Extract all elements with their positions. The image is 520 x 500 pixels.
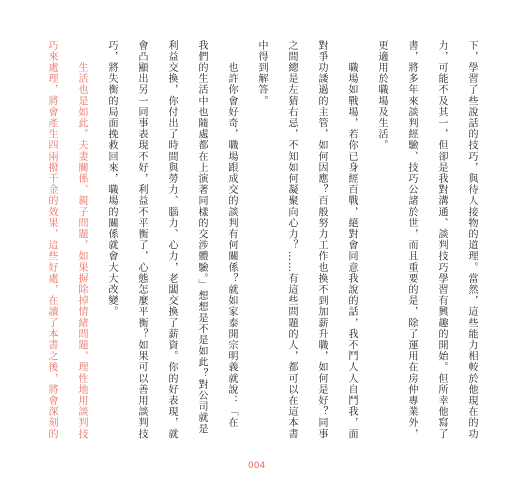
text-column: 也許你會好奇，職場跟成交的談判有何關係？就如家泰開宗明義就說：「在 xyxy=(226,40,237,429)
text-column: 之間總是左猜右忌，不知如何凝聚向心力？……有這些問題的人，都可以在這本書 xyxy=(286,40,297,440)
text-column: 職場如戰場，若你已身經百戰，絕對會同意我說的話，我不鬥人人自鬥我，面 xyxy=(346,40,357,440)
text-column: 更適用於職場及生活。 xyxy=(376,40,387,151)
text-column: 生活也是如此。夫妻關係、親子問題，如果摒除掉情緒問題，理性地用談判技 xyxy=(76,40,87,440)
text-column: 中得到解答。 xyxy=(256,40,267,107)
text-column: 巧來處理，將會產生四兩撥千金的效果，這些好處，在讀了本書之後，將會深刻的 xyxy=(46,40,57,440)
text-column: 對爭功諉過的主管，如何因應？百般努力工作也換不到加薪升職，如何是好？同事 xyxy=(316,40,327,440)
text-column: 利益交換，你付出了時間與勞力、腦力、心力，老闆交換了薪資。你的好表現，就 xyxy=(166,40,177,440)
text-column: 我們的生活中也隨處都在上演著同樣的交涉體驗。」想想是不是如此？對公司就是 xyxy=(196,40,207,435)
text-column: 力，可能不及其一，但卻是我對溝通、談判技巧學習有興趣的開始。但所幸他寫了 xyxy=(436,40,447,440)
page-number: 004 xyxy=(248,461,266,471)
text-column: 巧，將失衡的局面挽救回來，職場的關係就會大大改變。 xyxy=(106,40,117,318)
text-column: 會凸顯出另一同事表現不好，利益不平衡了，心態怎麼平衡？如果可以善用談判技 xyxy=(136,40,147,440)
text-column: 下，學習了些說話的技巧，與待人接物的道理。當然，這些能力相較於他現在的功 xyxy=(466,40,477,440)
vertical-text-body xyxy=(25,40,480,440)
text-column: 書，將多年來談判經驗、技巧公諸於世，而且重要的是，除了運用在房仲專業外， xyxy=(406,40,417,440)
